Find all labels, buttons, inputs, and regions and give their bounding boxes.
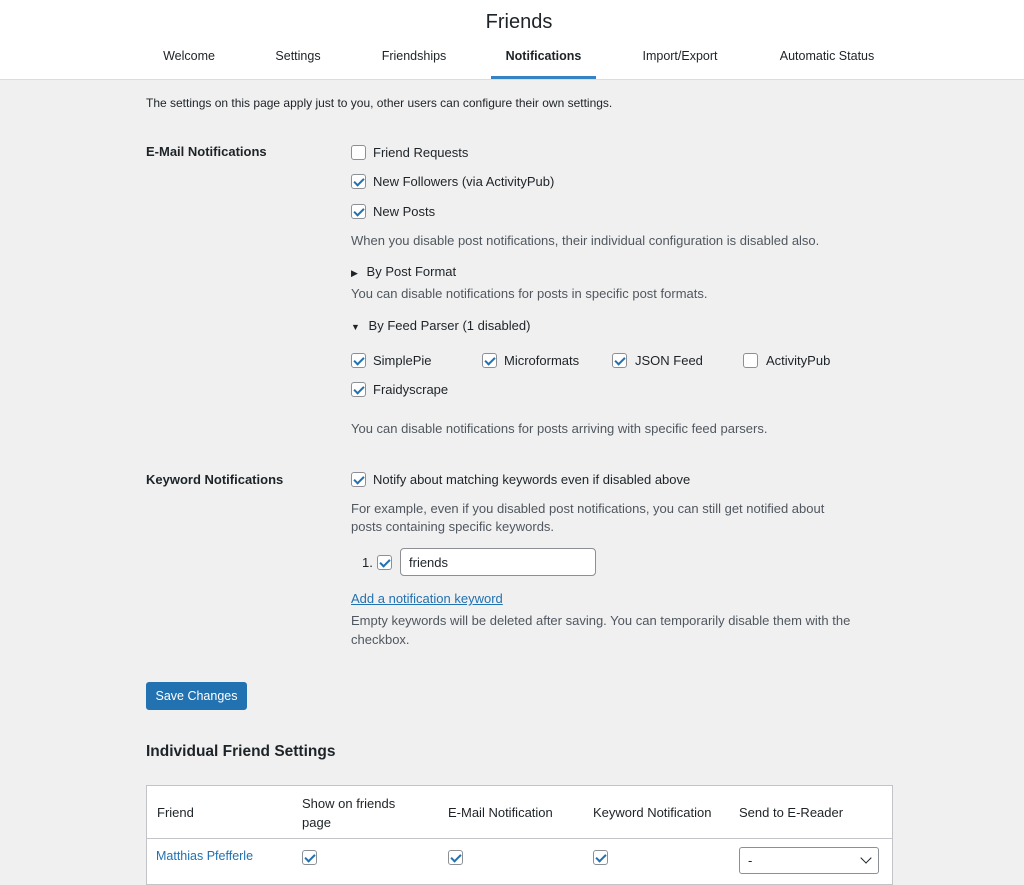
by-feed-parser-label: By Feed Parser (1 disabled) — [368, 318, 531, 333]
column-show-line1: Show on friends — [302, 796, 396, 811]
chevron-down-icon — [860, 852, 871, 863]
keyword-input[interactable] — [400, 548, 596, 576]
keyword-notification-checkbox[interactable] — [593, 850, 608, 865]
by-feed-parser-desc: You can disable notifications for posts arriving with specific feed parsers. — [351, 421, 768, 436]
keyword-index: 1. — [362, 555, 373, 570]
notify-keywords-label: Notify about matching keywords even if disabled above — [373, 472, 691, 487]
page-title: Friends — [485, 11, 553, 33]
tab-import-export[interactable]: Import/Export — [642, 49, 718, 63]
column-ereader: Send to E-Reader — [739, 805, 844, 820]
friend-name-link[interactable]: Matthias Pfefferle — [156, 849, 254, 863]
parser-simplepie-label: SimplePie — [373, 353, 432, 368]
new-followers-checkbox[interactable] — [351, 174, 366, 189]
triangle-down-icon: ▼ — [351, 322, 360, 332]
keyword-desc-line2: posts containing specific keywords. — [351, 519, 555, 534]
add-keyword-link[interactable]: Add a notification keyword — [351, 591, 503, 606]
posts-note: When you disable post notifications, their individual configuration is disabled also. — [351, 233, 820, 248]
by-post-format-toggle[interactable] — [351, 264, 456, 279]
keyword-desc-line1: For example, even if you disabled post notifications, you can still get notified about — [351, 501, 825, 516]
column-show-line2: page — [302, 815, 331, 830]
tab-welcome[interactable]: Welcome — [163, 49, 215, 63]
parser-json-feed-label: JSON Feed — [635, 353, 703, 368]
tab-friendships[interactable]: Friendships — [381, 49, 447, 63]
parser-microformats-label: Microformats — [504, 353, 580, 368]
by-post-format-label: By Post Format — [366, 264, 457, 279]
friend-settings-table — [146, 785, 893, 885]
parser-microformats-checkbox[interactable] — [482, 353, 497, 368]
friend-requests-label: Friend Requests — [373, 145, 469, 160]
keyword-notifications-label: Keyword Notifications — [146, 472, 284, 487]
parser-simplepie-checkbox[interactable] — [351, 353, 366, 368]
column-keyword: Keyword Notification — [593, 805, 712, 820]
tab-automatic-status[interactable]: Automatic Status — [779, 49, 875, 63]
new-posts-checkbox[interactable] — [351, 204, 366, 219]
keyword-enabled-checkbox[interactable] — [377, 555, 392, 570]
ereader-select[interactable] — [739, 847, 879, 874]
column-email: E-Mail Notification — [448, 805, 553, 820]
friend-requests-checkbox[interactable] — [351, 145, 366, 160]
by-feed-parser-toggle[interactable] — [351, 318, 530, 333]
by-post-format-desc: You can disable notifications for posts in specific post formats. — [351, 286, 708, 301]
parser-fraidyscrape-label: Fraidyscrape — [373, 382, 449, 397]
keyword-note-line2: checkbox. — [351, 632, 410, 647]
email-notifications-label: E-Mail Notifications — [146, 144, 267, 159]
column-friend: Friend — [157, 805, 194, 820]
parser-activitypub-label: ActivityPub — [766, 353, 831, 368]
table-divider — [147, 838, 892, 839]
show-on-friends-page-checkbox[interactable] — [302, 850, 317, 865]
individual-settings-heading: Individual Friend Settings — [146, 743, 336, 760]
notify-keywords-checkbox[interactable] — [351, 472, 366, 487]
top-header — [0, 0, 1024, 80]
keyword-note-line1: Empty keywords will be deleted after saving. You can temporarily disable them with the — [351, 613, 851, 628]
parser-fraidyscrape-checkbox[interactable] — [351, 382, 366, 397]
email-notification-checkbox[interactable] — [448, 850, 463, 865]
parser-json-feed-checkbox[interactable] — [612, 353, 627, 368]
save-changes-button[interactable]: Save Changes — [146, 682, 247, 710]
new-followers-label: New Followers (via ActivityPub) — [373, 174, 555, 189]
ereader-selected-value: - — [748, 853, 753, 868]
intro-text: The settings on this page apply just to you, other users can configure their own settings. — [146, 96, 613, 110]
triangle-right-icon: ▶ — [351, 268, 358, 278]
tab-settings[interactable]: Settings — [275, 49, 321, 63]
parser-activitypub-checkbox[interactable] — [743, 353, 758, 368]
tab-notifications[interactable]: Notifications — [491, 49, 596, 79]
new-posts-label: New Posts — [373, 204, 436, 219]
